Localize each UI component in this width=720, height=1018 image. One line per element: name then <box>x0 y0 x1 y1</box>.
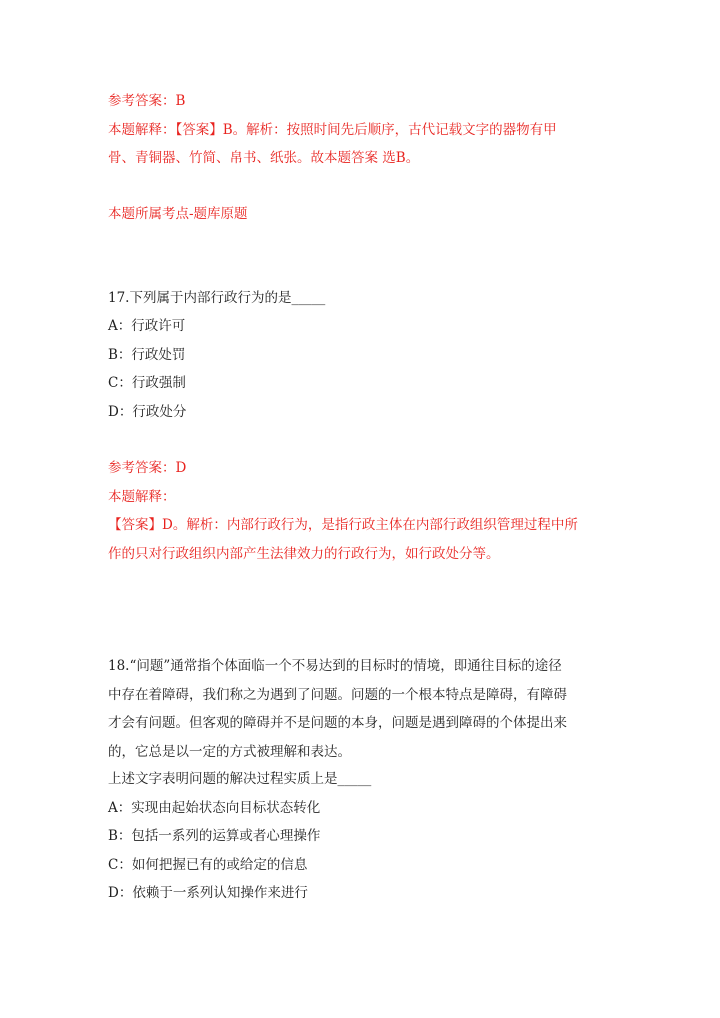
q18-stem-line-1: 18.“问题”通常指个体面临一个不易达到的目标时的情境，即通往目标的途径 <box>108 658 562 674</box>
q18-option-a: A：实现由起始状态向目标状态转化 <box>108 800 321 816</box>
q17-option-d: D：行政处分 <box>108 404 187 420</box>
q18-option-b: B：包括一系列的运算或者心理操作 <box>108 828 321 844</box>
q17-explanation-line-1: 【答案】D。解析：内部行政行为，是指行政主体在内部行政组织管理过程中所 <box>108 517 578 533</box>
prev-answer: 参考答案：B <box>108 93 186 109</box>
q18-stem-line-2: 中存在着障碍，我们称之为遇到了问题。问题的一个根本特点是障碍，有障碍 <box>108 687 567 703</box>
q17-explanation-label: 本题解释： <box>108 489 176 505</box>
q18-stem-line-5: 上述文字表明问题的解决过程实质上是_____ <box>108 771 372 787</box>
q18-stem-line-3: 才会有问题。但客观的障碍并不是问题的本身，问题是遇到障碍的个体提出来 <box>108 715 567 731</box>
q17-option-c: C：行政强制 <box>108 375 186 391</box>
q18-stem-line-4: 的，它总是以一定的方式被理解和表达。 <box>108 744 351 760</box>
prev-explanation-line-1: 本题解释：【答案】B。解析：按照时间先后顺序，古代记载文字的器物有甲 <box>108 122 557 138</box>
q18-option-d: D：依赖于一系列认知操作来进行 <box>108 885 308 901</box>
q17-answer: 参考答案：D <box>108 460 187 476</box>
q17-explanation-line-2: 作的只对行政组织内部产生法律效力的行政行为，如行政处分等。 <box>108 546 500 562</box>
q17-option-b: B：行政处罚 <box>108 347 186 363</box>
q17-option-a: A：行政许可 <box>108 318 186 334</box>
q18-option-c: C：如何把握已有的或给定的信息 <box>108 857 308 873</box>
prev-source: 本题所属考点-题库原题 <box>108 206 248 222</box>
prev-explanation-line-2: 骨、青铜器、竹简、帛书、纸张。故本题答案 选B。 <box>108 150 420 166</box>
q17-stem: 17.下列属于内部行政行为的是_____ <box>108 290 326 306</box>
